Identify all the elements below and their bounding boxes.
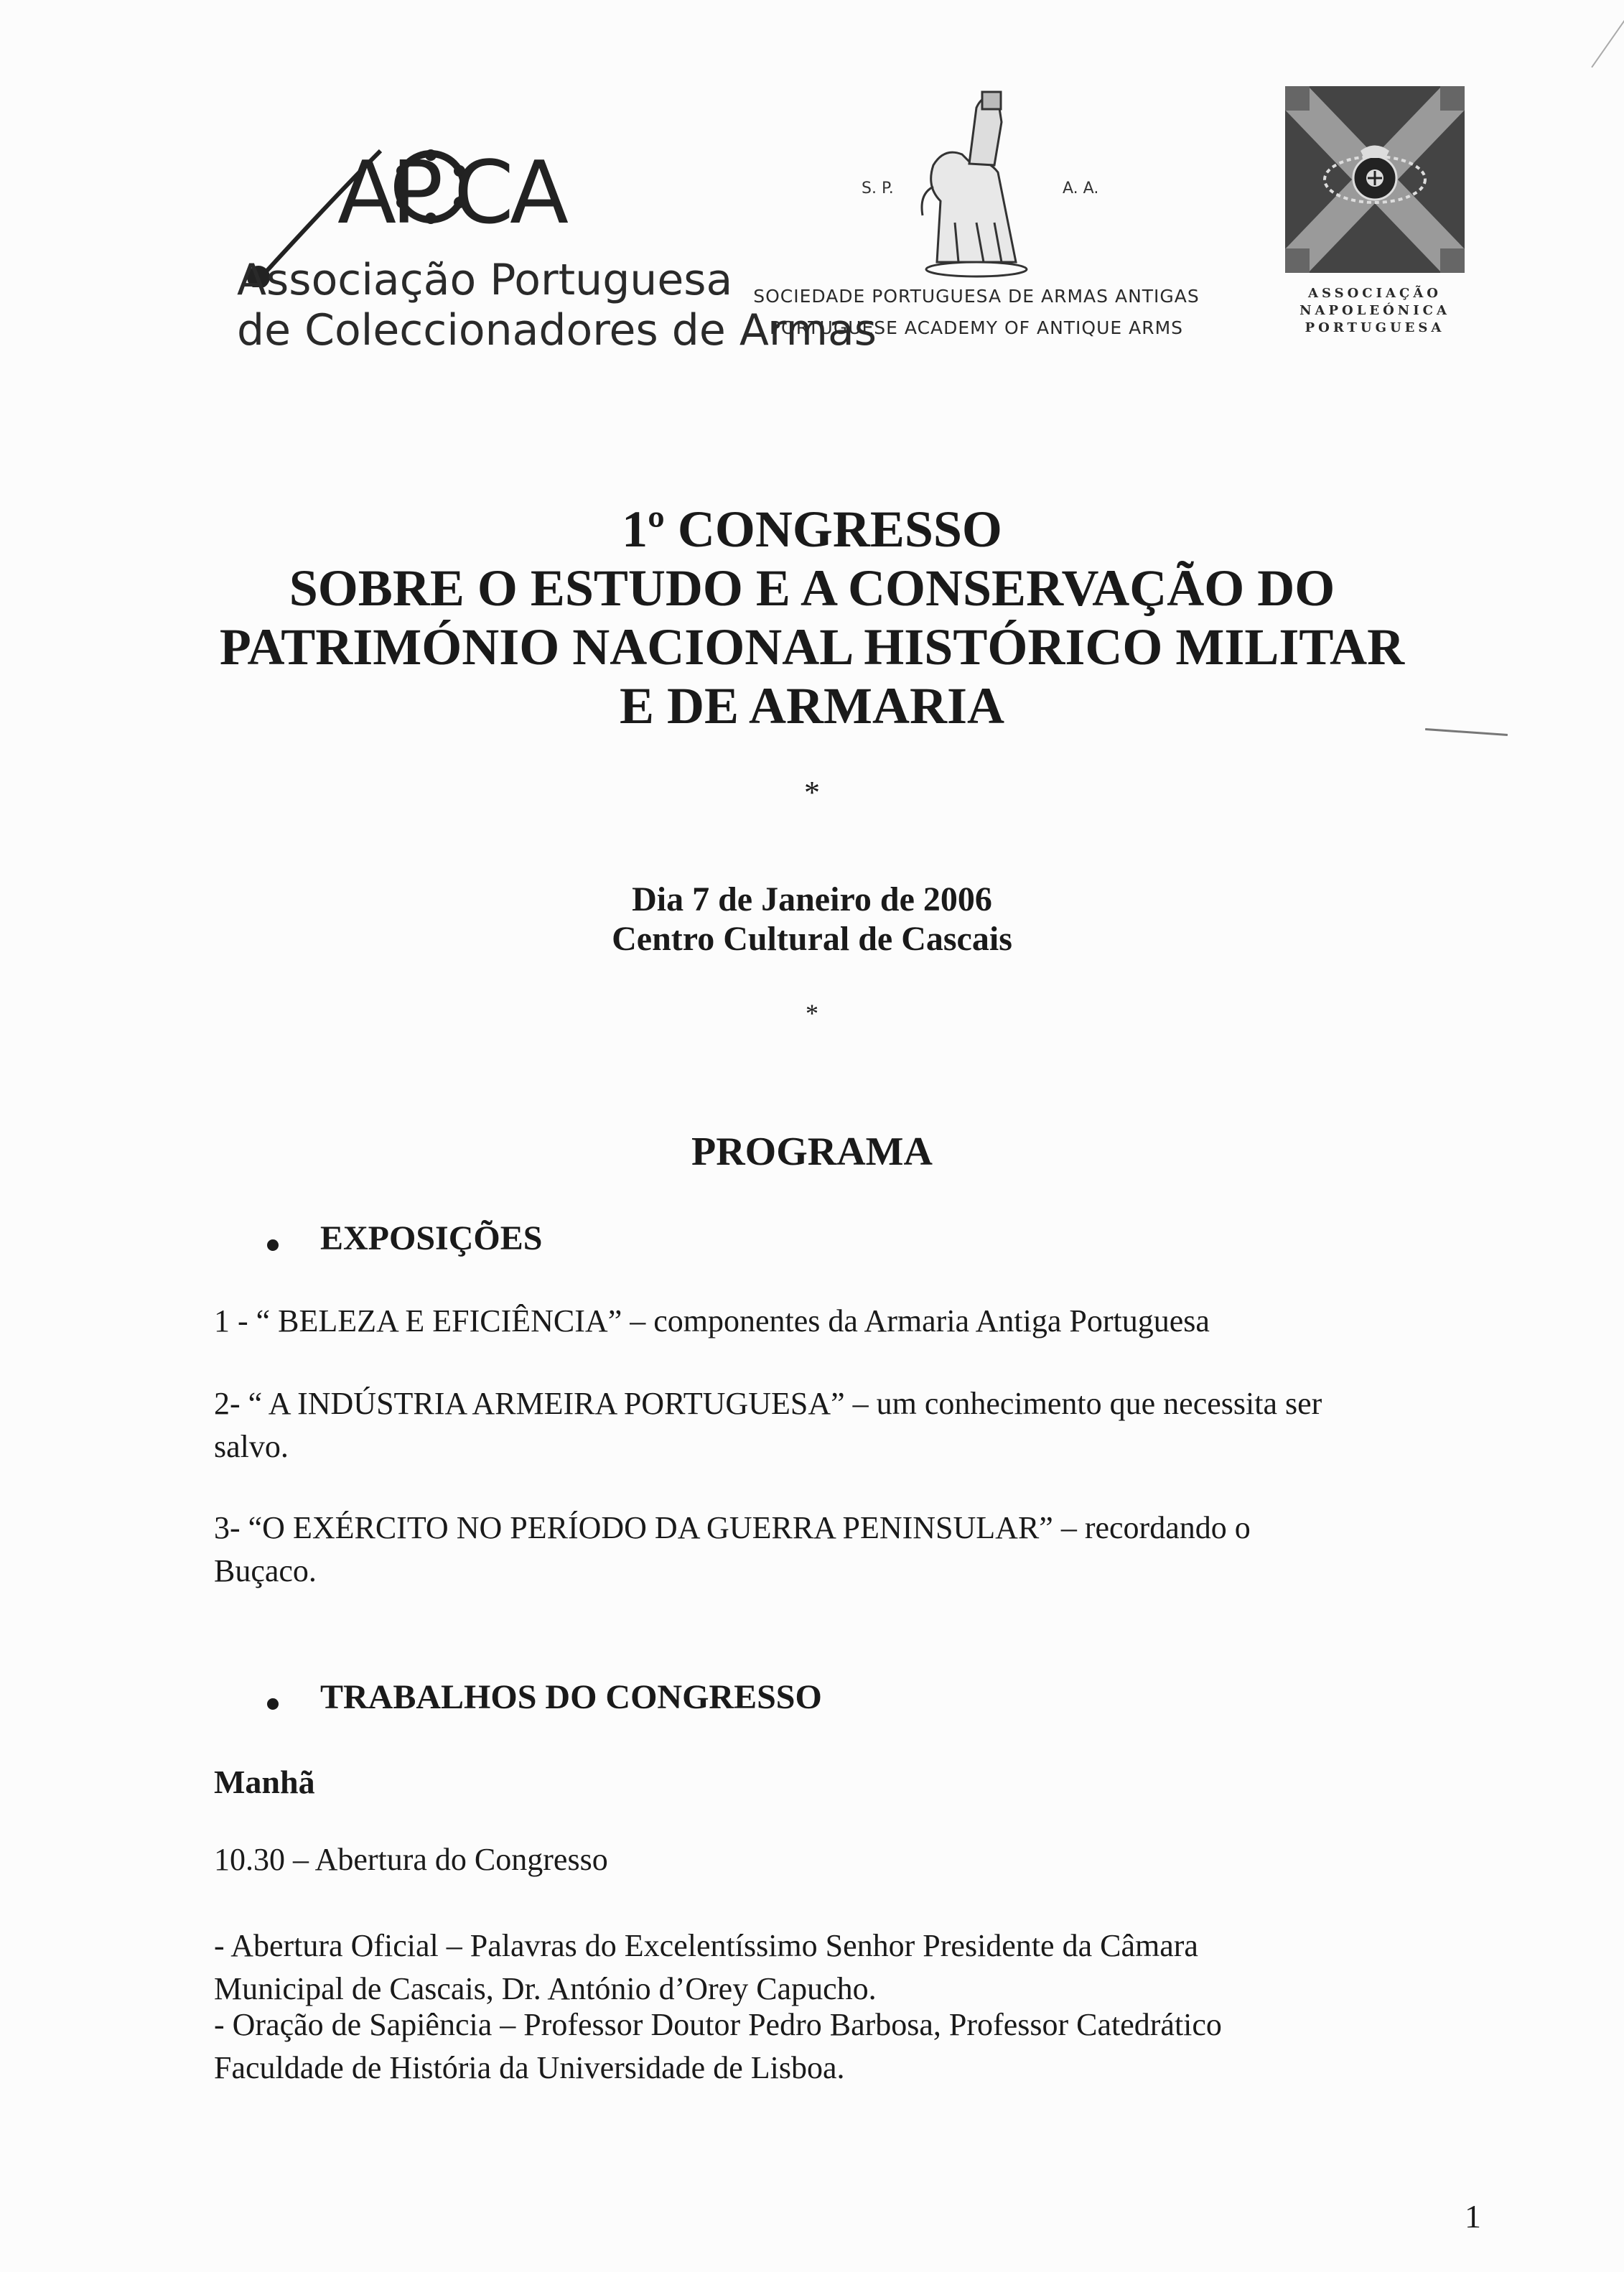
event-date: Dia 7 de Janeiro de 2006 [632, 880, 992, 918]
program-heading: PROGRAMA [691, 1130, 933, 1174]
section-heading-exposicoes: EXPOSIÇÕES [320, 1219, 543, 1257]
spaa-logo [747, 79, 1206, 352]
bullet-icon [267, 1698, 279, 1710]
svg-text:A: A [337, 144, 393, 243]
program-item [214, 1924, 1506, 2011]
spaa-name-en: PORTUGUESE ACADEMY OF ANTIQUE ARMS [769, 317, 1184, 338]
anp-name-line2: NAPOLEÓNICA [1299, 303, 1450, 318]
section-heading-trabalhos: TRABALHOS DO CONGRESSO [320, 1678, 822, 1716]
saltire-flag-icon [1285, 86, 1465, 273]
title-line3: PATRIMÓNIO NACIONAL HISTÓRICO MILITAR [219, 618, 1405, 676]
program-item-line: - Abertura Oficial – Palavras do Excelentíssimo Senhor Presidente da Câmara [214, 1928, 1198, 1963]
exhibition-item [214, 1507, 1506, 1593]
svg-text:A: A [510, 144, 569, 243]
exhibition-item-line: 3- “O EXÉRCITO NO PERÍODO DA GUERRA PENINSULAR” – recordando o [214, 1510, 1251, 1545]
apca-name-line1: Associação Portuguesa [237, 255, 733, 305]
title-line2: SOBRE O ESTUDO E A CONSERVAÇÃO DO [289, 559, 1335, 617]
anp-logo [1278, 86, 1493, 345]
opening-time: 10.30 – Abertura do Congresso [214, 1842, 608, 1877]
congress-title [0, 500, 1624, 735]
svg-text:P: P [391, 144, 444, 243]
morning-label: Manhã [214, 1764, 315, 1800]
title-line4: E DE ARMARIA [619, 677, 1005, 735]
program-item [214, 2003, 1506, 2090]
title-line1: 1º CONGRESSO [622, 501, 1002, 558]
anp-name-line3: PORTUGUESA [1305, 320, 1445, 335]
exhibition-item-line: Buçaco. [214, 1553, 317, 1588]
apca-logo [215, 115, 877, 355]
bullet-icon [267, 1239, 279, 1251]
program-item-line: Faculdade de História da Universidade de Lisboa. [214, 2050, 845, 2085]
exhibition-item [214, 1382, 1506, 1468]
event-place: Centro Cultural de Cascais [612, 920, 1012, 958]
spaa-name-pt: SOCIEDADE PORTUGUESA DE ARMAS ANTIGAS [753, 286, 1200, 307]
exhibition-item-line: salvo. [214, 1429, 289, 1464]
exhibition-item: 1 - “ BELEZA E EFICIÊNCIA” – componentes da Armaria Antiga Portuguesa [214, 1303, 1210, 1338]
svg-text:C: C [454, 144, 514, 243]
separator-asterisk: * [806, 999, 818, 1028]
spaa-aa-initials: A. A. [1063, 180, 1099, 197]
anp-name-line1: ASSOCIAÇÃO [1308, 286, 1442, 301]
page-number: 1 [1465, 2198, 1481, 2235]
program-item-line: - Oração de Sapiência – Professor Doutor Pedro Barbosa, Professor Catedrático [214, 2007, 1222, 2042]
separator-asterisk: * [804, 775, 820, 810]
pen-mark [1591, 20, 1624, 68]
apca-name-line2: de Coleccionadores de Armas [237, 305, 877, 355]
spaa-sp-initials: S. P. [862, 180, 894, 197]
program-item-line: Municipal de Cascais, Dr. António d’Orey Capucho. [214, 1971, 877, 2006]
knight-on-horse-icon [862, 79, 1091, 287]
exhibition-item-line: 2- “ A INDÚSTRIA ARMEIRA PORTUGUESA” – um conhecimento que necessita ser [214, 1386, 1322, 1421]
